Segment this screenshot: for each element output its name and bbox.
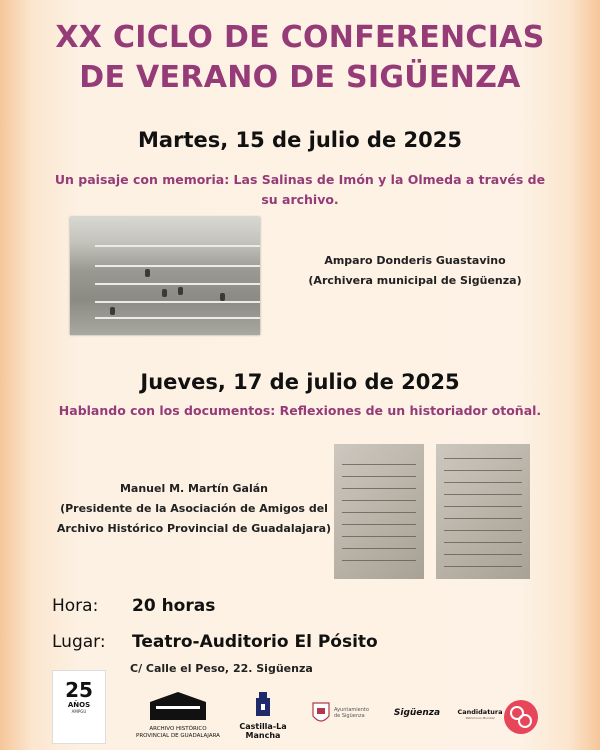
salinas-photo — [70, 217, 260, 335]
clm-logo — [235, 692, 291, 740]
knot-icon — [504, 700, 538, 734]
time-label: Hora: — [52, 596, 99, 616]
session1-topic-line-2: su archivo. — [261, 192, 339, 207]
title-line-2: DE VERANO DE SIGÜENZA — [79, 60, 521, 95]
session1-date: Martes, 15 de julio de 2025 — [138, 128, 462, 152]
photo-terrace-line — [95, 245, 260, 255]
clm-emblem-icon — [254, 692, 272, 718]
session1-topic — [50, 170, 550, 210]
session2-topic: Hablando con los documentos: Reflexiones de un historiador otoñal. — [58, 403, 542, 418]
ayuntamiento-logo — [312, 702, 382, 730]
ayuntamiento-line-1: Ayuntamiento — [334, 707, 369, 713]
session2-speaker-role-line-2: Archivo Histórico Provincial de Guadalajara) — [56, 522, 332, 535]
photo-figure — [110, 307, 115, 315]
manuscript-document-1 — [334, 444, 424, 579]
venue-label: Lugar: — [52, 632, 106, 652]
photo-terrace-line — [95, 265, 260, 275]
venue-address: C/ Calle el Peso, 22. Sigüenza — [130, 662, 313, 675]
archive-logo-line-2: PROVINCIAL DE GUADALAJARA — [136, 733, 220, 739]
session1-topic-line-1: Un paisaje con memoria: Las Salinas de Imón y la Olmeda a través de — [54, 172, 546, 187]
photo-figure — [220, 293, 225, 301]
candidatura-logo — [455, 708, 505, 720]
poster-title — [0, 18, 600, 98]
candidatura-text: Candidatura — [457, 708, 503, 716]
archive-building-icon — [146, 690, 210, 722]
manuscript-document-2 — [436, 444, 530, 579]
city-shield-icon — [312, 702, 330, 726]
session2-speaker-role-line-1: (Presidente de la Asociación de Amigos del — [60, 502, 328, 515]
time-value: 20 horas — [132, 596, 216, 616]
session1-speaker-role: (Archivera municipal de Sigüenza) — [308, 274, 522, 287]
anniversary-word: AÑOS — [67, 701, 91, 709]
session2-speaker-name: Manuel M. Martín Galán — [119, 482, 268, 495]
session1-speaker — [280, 251, 550, 291]
red-circle-logo — [504, 700, 538, 734]
anniversary-number: 25 — [65, 678, 93, 702]
photo-figure — [162, 289, 167, 297]
photo-figure — [178, 287, 183, 295]
session2-speaker — [44, 479, 344, 539]
candidatura-subtext: Patrimonio Mundial — [465, 716, 495, 720]
anniversary-small: AMPGU — [71, 709, 87, 714]
siguenza-logo: Sigüenza — [393, 708, 441, 718]
session2-date: Jueves, 17 de julio de 2025 — [140, 370, 460, 394]
ayuntamiento-line-2: de Sigüenza — [334, 713, 365, 719]
ayuntamiento-text — [334, 707, 369, 719]
clm-logo-text: Castilla-La Mancha — [239, 722, 287, 740]
photo-terrace-line — [95, 301, 260, 311]
archive-logo-line-1: ARCHIVO HISTÓRICO — [149, 726, 207, 732]
photo-figure — [145, 269, 150, 277]
archive-logo — [130, 690, 226, 740]
title-line-1: XX CICLO DE CONFERENCIAS — [55, 20, 545, 55]
session1-speaker-name: Amparo Donderis Guastavino — [324, 254, 506, 267]
venue-value: Teatro-Auditorio El Pósito — [132, 632, 378, 652]
anniversary-logo — [52, 670, 106, 744]
photo-terrace-line — [95, 317, 260, 327]
